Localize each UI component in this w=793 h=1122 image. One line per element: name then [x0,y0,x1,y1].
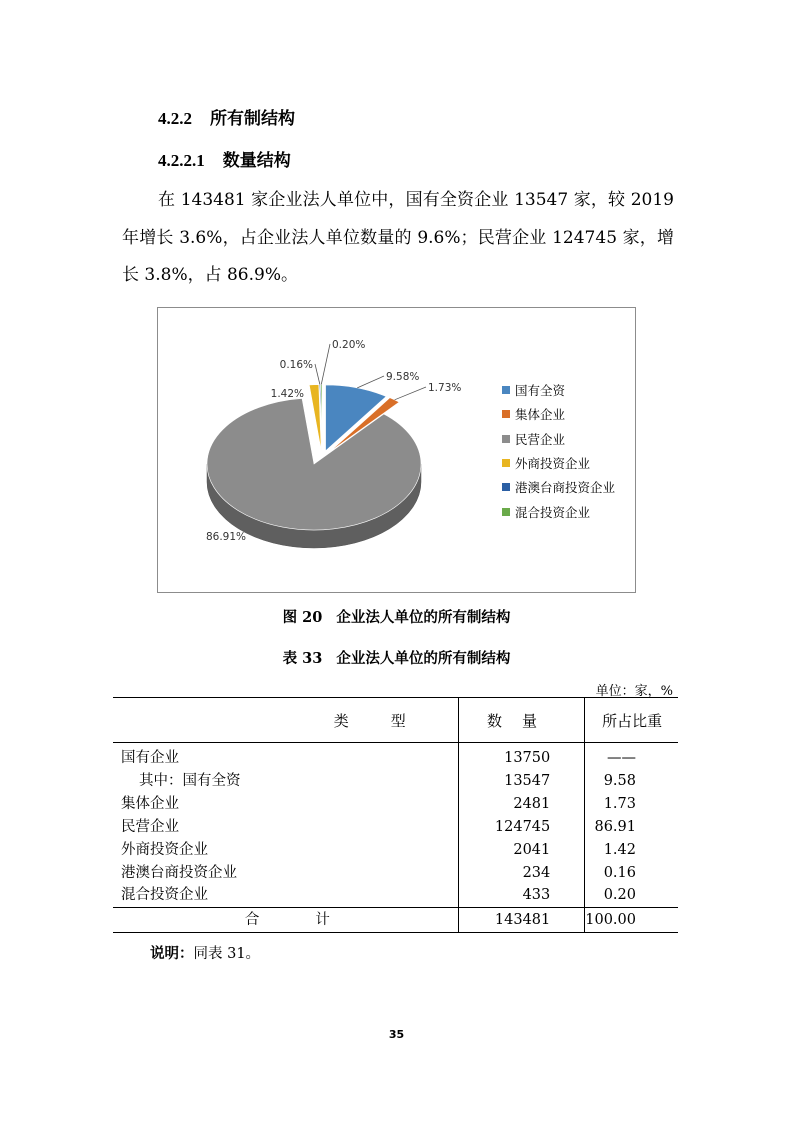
cell-type: 港澳台商投资企业 [121,864,237,881]
cell-count: 234 [458,862,584,885]
leader-line-gangaotai [315,364,320,385]
note-label: 说明： [150,945,194,962]
table-row [113,793,678,816]
legend-label-hunhe: 混合投资企业 [515,504,591,520]
legend-swatch-minying [502,435,510,443]
unit-label: 单位：家，% [595,684,673,699]
pie-slice-minying [207,398,421,530]
pie-slice-waishang [309,385,321,451]
legend-label-minying: 民营企业 [515,431,566,447]
subsection-title: 数量结构 [222,151,291,171]
note-text: 同表 31。 [193,946,261,962]
cell-total-label: 合计 [113,908,458,933]
cell-count: 13750 [458,743,584,770]
cell-type: 外商投资企业 [121,841,208,858]
figure-number: 图 20 [282,609,323,626]
legend-swatch-waishang [502,459,510,467]
cell-share: 9.58 [603,772,636,789]
pie-chart [157,307,636,593]
cell-type: 集体企业 [121,795,179,812]
legend-item-hunhe [502,499,615,523]
cell-count: 433 [458,884,584,907]
cell-type: 民营企业 [121,818,179,835]
table-row [113,884,678,907]
table-row [113,862,678,885]
legend-item-waishang [502,451,615,475]
legend-swatch-gangaotai [502,483,510,491]
legend-label-waishang: 外商投资企业 [515,456,591,472]
section-title: 所有制结构 [210,109,295,129]
header-share: 所占比重 [585,698,678,743]
legend-label-jiti: 集体企业 [515,407,566,423]
table-total-row [113,908,678,933]
table-note [150,942,260,963]
cell-total-count: 143481 [458,908,584,933]
figure-caption [0,606,793,627]
leader-line-jiti [395,387,426,400]
data-label-hunhe: 0.20% [332,339,366,351]
header-count: 数量 [458,698,584,743]
cell-share: 0.16 [603,864,636,881]
table-row [113,839,678,862]
leader-line-guoyou [357,376,384,388]
cell-count: 2041 [458,839,584,862]
subsection-number: 4.2.2.1 [158,151,205,170]
data-label-waishang: 1.42% [270,388,304,400]
figure-title: 企业法人单位的所有制结构 [336,609,511,626]
section-number: 4.2.2 [158,109,192,128]
data-label-minying: 86.91% [205,531,247,543]
cell-count: 13547 [458,770,584,793]
legend-label-gangaotai: 港澳台商投资企业 [515,480,616,496]
subsection-heading [158,146,291,171]
header-type: 类型 [113,698,458,743]
legend-item-minying [502,427,615,451]
page-number: 35 [388,1028,405,1041]
cell-share: 1.73 [603,795,636,812]
cell-type: 混合投资企业 [121,887,208,904]
cell-type: 国有企业 [121,750,179,766]
ownership-table [113,697,678,933]
table-row [113,816,678,839]
cell-share: —— [607,750,636,766]
legend-item-guoyou [502,378,615,402]
table-row [113,743,678,770]
data-label-guoyou: 9.58% [386,371,420,383]
table-title: 企业法人单位的所有制结构 [336,650,511,667]
table-row [113,770,678,793]
cell-share: 0.20 [603,887,636,904]
leader-line-hunhe [321,344,330,385]
table-caption [0,647,793,668]
cell-total-share: 100.00 [585,908,678,933]
data-label-jiti: 1.73% [428,382,462,394]
cell-count: 2481 [458,793,584,816]
data-label-gangaotai: 0.16% [279,359,313,371]
cell-share: 86.91 [594,818,636,835]
legend-swatch-jiti [502,410,510,418]
cell-count: 124745 [458,816,584,839]
legend-item-jiti [502,402,615,426]
cell-type: 其中：国有全资 [139,772,241,789]
legend-label-guoyou: 国有全资 [515,383,566,399]
section-heading [158,104,295,129]
legend-swatch-guoyou [502,386,510,394]
legend-swatch-hunhe [502,508,510,516]
legend-item-gangaotai [502,475,615,499]
cell-share: 1.42 [603,841,636,858]
table-header-row [113,698,678,743]
table-number: 表 33 [282,650,323,667]
chart-legend [502,378,615,524]
body-paragraph: 在 143481 家企业法人单位中，国有全资企业 13547 家，较 2019 年增长 3.6%，占企业法人单位数量的 9.6%；民营企业 124745 家，增长 3.8%，占 86.9%。 [122,190,674,285]
